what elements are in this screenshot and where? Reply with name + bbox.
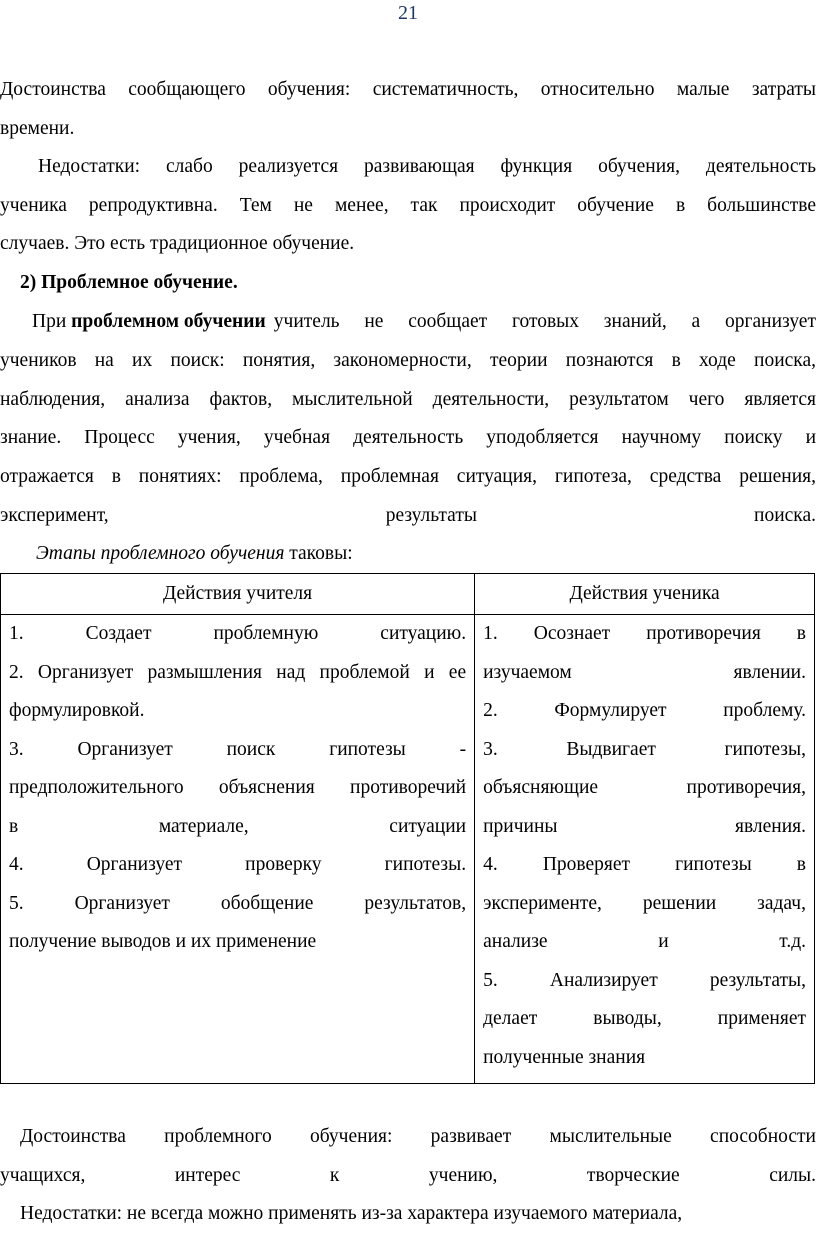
stages-intro-rest: таковы: xyxy=(289,543,353,564)
paragraph-problem-line-4: знание. Процесс учения, учебная деятельность уподобляется научному поиску и xyxy=(0,427,816,448)
teacher-line: в материале, ситуации xyxy=(9,815,467,837)
student-line: 3. Выдвигает гипотезы, xyxy=(483,738,806,760)
student-line: 1. Осознает противоречия в xyxy=(483,623,806,644)
teacher-line: предположительного объяснения противоречий xyxy=(9,777,467,798)
header-teacher-actions: Действия учителя xyxy=(1,574,475,615)
paragraph-disadvantages-line-3: случаев. Это есть традиционное обучение. xyxy=(0,233,355,254)
paragraph-problem-line-6: эксперимент, результаты поиска. xyxy=(0,505,816,526)
paragraph-problem-advantages-line-2: учащихся, интерес к учению, творческие силы. xyxy=(0,1165,816,1186)
teacher-line: получение выводов и их применение xyxy=(9,931,317,952)
stages-table xyxy=(0,573,815,1084)
paragraph-problem-prefix: При проблемном обучении xyxy=(32,311,266,332)
student-line: эксперименте, решении задач, xyxy=(483,892,806,914)
paragraph-disadvantages-line-2: ученика репродуктивна. Тем не менее, так происходит обучение в большинстве xyxy=(0,195,816,216)
student-line: причины явления. xyxy=(483,815,806,837)
paragraph-advantages-line-1: Достоинства сообщающего обучения: систематичность, относительно малые затраты xyxy=(0,79,816,100)
paragraph-problem-line-2: учеников на их поиск: понятия, закономерности, теории познаются в ходе поиска, xyxy=(0,350,816,371)
paragraph-problem-line-1 xyxy=(32,310,816,334)
paragraph-advantages-line-2: времени. xyxy=(0,118,75,139)
paragraph-problem-disadvantages-line-1: Недостатки: не всегда можно применять из-за характера изучаемого материала, xyxy=(20,1203,683,1224)
teacher-line: 5. Организует обобщение результатов, xyxy=(9,892,467,914)
student-line: объясняющие противоречия, xyxy=(483,777,806,798)
teacher-line: 4. Организует проверку гипотезы. xyxy=(9,854,467,875)
teacher-line: 1. Создает проблемную ситуацию. xyxy=(9,623,467,644)
header-student-actions: Действия ученика xyxy=(475,574,815,615)
teacher-line: 3. Организует поиск гипотезы - xyxy=(9,738,467,760)
stages-intro-italic: Этапы проблемного обучения xyxy=(36,543,285,564)
student-line: делает выводы, применяет xyxy=(483,1008,806,1029)
student-line: 5. Анализирует результаты, xyxy=(483,969,806,991)
paragraph-disadvantages-line-1: Недостатки: слабо реализуется развивающая функция обучения, деятельность xyxy=(38,156,816,177)
table-header-row xyxy=(1,574,815,615)
paragraph-problem-rest: учитель не сообщает готовых знаний, а организует xyxy=(273,311,816,332)
student-line: полученные знания xyxy=(483,1046,646,1068)
teacher-line: формулировкой. xyxy=(9,700,145,721)
table-body-row xyxy=(1,615,815,1084)
section-heading: 2) Проблемное обучение. xyxy=(20,272,238,293)
paragraph-problem-advantages-line-1: Достоинства проблемного обучения: развивает мыслительные способности xyxy=(20,1126,816,1147)
term-problem-learning: проблемном обучении xyxy=(71,311,266,332)
student-line: 2. Формулирует проблему. xyxy=(483,700,806,721)
page-number: 21 xyxy=(398,2,418,24)
stages-intro xyxy=(36,542,816,566)
student-actions-cell xyxy=(475,615,815,1084)
teacher-actions-cell xyxy=(1,615,475,1084)
student-line: анализе и т.д. xyxy=(483,931,806,952)
paragraph-problem-line-3: наблюдения, анализа фактов, мыслительной деятельности, результатом чего является xyxy=(0,389,816,410)
student-line: изучаемом явлении. xyxy=(483,661,806,683)
teacher-line: 2. Организует размышления над проблемой и ее xyxy=(9,661,467,683)
paragraph-problem-line-5: отражается в понятиях: проблема, проблемная ситуация, гипотеза, средства решения, xyxy=(0,466,816,487)
student-line: 4. Проверяет гипотезы в xyxy=(483,854,806,875)
